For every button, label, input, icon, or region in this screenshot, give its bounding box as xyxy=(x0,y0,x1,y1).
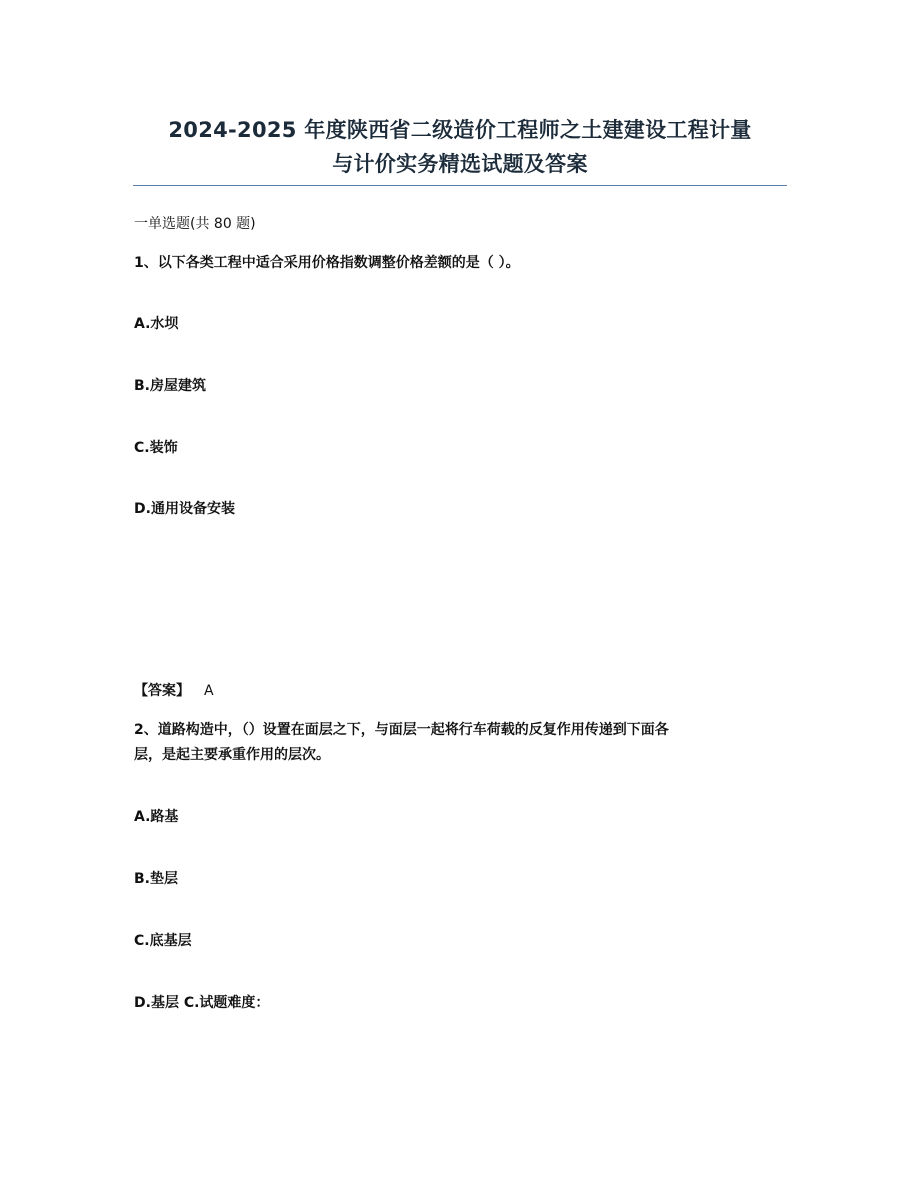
answer-value: A xyxy=(204,683,214,699)
question-1-option-d: D.通用设备安装 xyxy=(134,501,235,517)
section-heading: 一单选题(共 80 题) xyxy=(134,216,256,232)
question-2-stem-line-2: 层，是起主要承重作用的层次。 xyxy=(134,747,330,763)
question-2-option-d: D.基层 C.试题难度： xyxy=(134,995,270,1011)
question-1-option-c: C.装饰 xyxy=(134,440,178,456)
question-2-stem-line-1: 2、道路构造中，（）设置在面层之下，与面层一起将行车荷载的反复作用传递到下面各 xyxy=(134,722,669,738)
question-1-option-b: B.房屋建筑 xyxy=(134,378,206,394)
answer-label: 【答案】 xyxy=(134,683,190,699)
document-title-line-2: 与计价实务精选试题及答案 xyxy=(332,152,588,176)
document-title-line-1: 2024-2025 年度陕西省二级造价工程师之土建建设工程计量 xyxy=(168,118,752,142)
question-1-answer xyxy=(134,681,214,701)
question-2-option-c: C.底基层 xyxy=(134,933,192,949)
question-2-option-a: A.路基 xyxy=(134,809,179,825)
question-1-stem: 1、以下各类工程中适合采用价格指数调整价格差额的是（ ）。 xyxy=(134,255,520,271)
question-1-option-a: A.水坝 xyxy=(134,316,179,332)
title-divider xyxy=(133,185,787,186)
question-2-option-b: B.垫层 xyxy=(134,871,178,887)
